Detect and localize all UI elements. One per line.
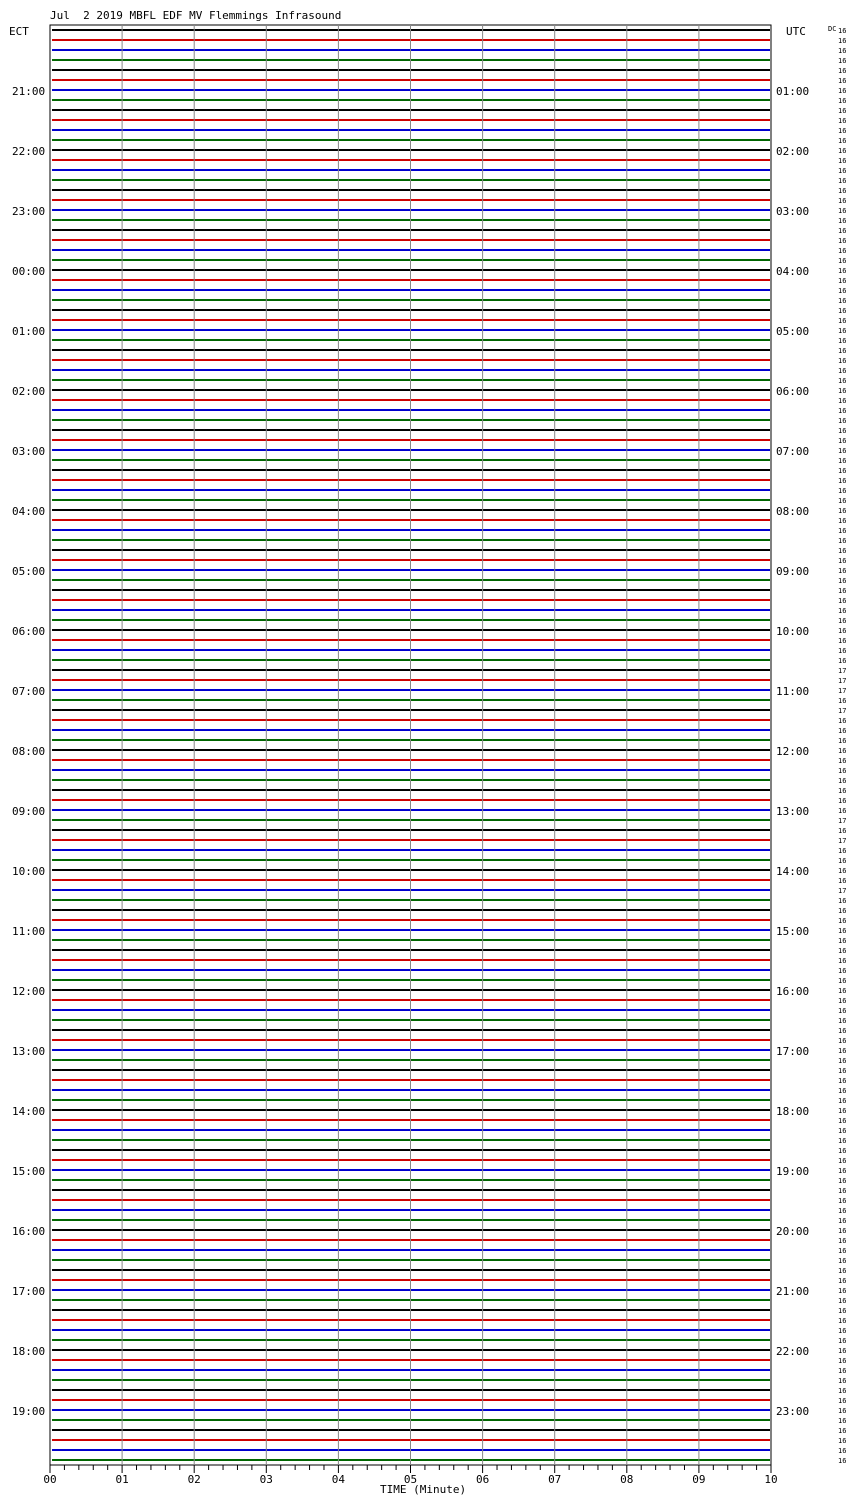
dc-offset-value: 16 <box>838 1137 847 1145</box>
dc-offset-value: 16 <box>838 1037 847 1045</box>
right-hour-label: 05:00 <box>776 325 810 338</box>
dc-offset-value: 16 <box>838 777 847 785</box>
dc-offset-value: 16 <box>838 1297 847 1305</box>
dc-offset-value: 16 <box>838 1247 847 1255</box>
dc-offset-value: 17 <box>838 817 847 825</box>
dc-offset-value: 16 <box>838 477 847 485</box>
left-hour-label: 06:00 <box>12 625 46 638</box>
dc-offset-value: 16 <box>838 1387 847 1395</box>
dc-offset-value: 16 <box>838 387 847 395</box>
x-tick-label: 06 <box>475 1473 490 1486</box>
left-hour-label: 19:00 <box>12 1405 46 1418</box>
dc-offset-value: 16 <box>838 297 847 305</box>
dc-offset-value: 16 <box>838 1317 847 1325</box>
x-tick-label: 01 <box>115 1473 129 1486</box>
dc-offset-value: 16 <box>838 897 847 905</box>
dc-offset-value: 16 <box>838 67 847 75</box>
dc-offset-value: 16 <box>838 167 847 175</box>
dc-offset-value: 16 <box>838 737 847 745</box>
dc-offset-value: 16 <box>838 267 847 275</box>
right-hour-label: 23:00 <box>776 1405 810 1418</box>
dc-offset-value: 16 <box>838 977 847 985</box>
dc-offset-value: 16 <box>838 747 847 755</box>
left-hour-label: 14:00 <box>12 1105 46 1118</box>
right-hour-label: 12:00 <box>776 745 810 758</box>
dc-offset-value: 17 <box>838 667 847 675</box>
dc-offset-value: 16 <box>838 1187 847 1195</box>
dc-offset-value: 16 <box>838 907 847 915</box>
dc-offset-value: 16 <box>838 137 847 145</box>
x-tick-label: 07 <box>548 1473 562 1486</box>
dc-offset-value: 16 <box>838 27 847 35</box>
dc-offset-value: 16 <box>838 627 847 635</box>
dc-offset-value: 16 <box>838 1207 847 1215</box>
dc-offset-value: 17 <box>838 677 847 685</box>
left-hour-label: 22:00 <box>12 145 46 158</box>
dc-offset-value: 16 <box>838 87 847 95</box>
x-tick-label: 05 <box>403 1473 418 1486</box>
right-hour-label: 18:00 <box>776 1105 810 1118</box>
dc-offset-value: 16 <box>838 647 847 655</box>
dc-offset-value: 16 <box>838 217 847 225</box>
dc-offset-value: 16 <box>838 357 847 365</box>
dc-offset-value: 16 <box>838 1227 847 1235</box>
dc-offset-value: 17 <box>838 687 847 695</box>
dc-offset-value: 17 <box>838 707 847 715</box>
dc-offset-value: 16 <box>838 527 847 535</box>
dc-offset-value: 16 <box>838 997 847 1005</box>
x-tick-label: 03 <box>259 1473 273 1486</box>
right-hour-label: 19:00 <box>776 1165 810 1178</box>
dc-offset-value: 16 <box>838 1237 847 1245</box>
right-hour-label: 03:00 <box>776 205 810 218</box>
dc-offset-value: 16 <box>838 917 847 925</box>
dc-offset-value: 16 <box>838 757 847 765</box>
dc-offset-value: 16 <box>838 607 847 615</box>
right-hour-label: 22:00 <box>776 1345 810 1358</box>
dc-offset-value: 16 <box>838 337 847 345</box>
dc-offset-value: 16 <box>838 547 847 555</box>
left-hour-label: 02:00 <box>12 385 46 398</box>
right-hour-label: 08:00 <box>776 505 810 518</box>
dc-offset-value: 16 <box>838 1257 847 1265</box>
left-hour-label: 03:00 <box>12 445 46 458</box>
dc-offset-value: 16 <box>838 1267 847 1275</box>
dc-offset-value: 16 <box>838 1327 847 1335</box>
left-hour-label: 09:00 <box>12 805 46 818</box>
dc-offset-value: 16 <box>838 37 847 45</box>
dc-offset-value: 16 <box>838 1417 847 1425</box>
dc-offset-value: 16 <box>838 197 847 205</box>
right-hour-label: 20:00 <box>776 1225 810 1238</box>
right-timezone-label: UTC <box>786 25 806 38</box>
dc-offset-value: 16 <box>838 437 847 445</box>
dc-offset-value: 16 <box>838 587 847 595</box>
dc-offset-value: 16 <box>838 247 847 255</box>
dc-offset-value: 16 <box>838 1107 847 1115</box>
right-hour-label: 09:00 <box>776 565 810 578</box>
left-hour-label: 23:00 <box>12 205 46 218</box>
dc-offset-value: 16 <box>838 617 847 625</box>
right-hour-label: 17:00 <box>776 1045 810 1058</box>
dc-offset-value: 16 <box>838 227 847 235</box>
left-timezone-label: ECT <box>9 25 29 38</box>
dc-offset-value: 16 <box>838 927 847 935</box>
dc-offset-value: 16 <box>838 1067 847 1075</box>
dc-offset-value: 16 <box>838 487 847 495</box>
dc-offset-value: 16 <box>838 1347 847 1355</box>
dc-offset-value: 16 <box>838 1197 847 1205</box>
x-axis-label: TIME (Minute) <box>380 1483 467 1496</box>
dc-offset-value: 16 <box>838 1397 847 1405</box>
left-hour-label: 15:00 <box>12 1165 46 1178</box>
dc-offset-value: 16 <box>838 1217 847 1225</box>
dc-offset-value: 16 <box>838 1047 847 1055</box>
dc-offset-value: 16 <box>838 117 847 125</box>
dc-offset-value: 16 <box>838 457 847 465</box>
x-tick-label: 02 <box>187 1473 201 1486</box>
chart-title: Jul 2 2019 MBFL EDF MV Flemmings Infrasound <box>50 9 342 22</box>
left-hour-label: 01:00 <box>12 325 46 338</box>
right-hour-label: 15:00 <box>776 925 810 938</box>
x-tick-label: 00 <box>43 1473 57 1486</box>
dc-offset-value: 16 <box>838 407 847 415</box>
dc-offset-value: 16 <box>838 1437 847 1445</box>
dc-offset-value: 16 <box>838 1377 847 1385</box>
left-hour-label: 00:00 <box>12 265 46 278</box>
dc-offset-value: 16 <box>838 1407 847 1415</box>
dc-offset-value: 16 <box>838 1367 847 1375</box>
dc-offset-value: 16 <box>838 1097 847 1105</box>
dc-offset-value: 16 <box>838 127 847 135</box>
x-tick-label: 04 <box>331 1473 346 1486</box>
dc-offset-value: 16 <box>838 417 847 425</box>
left-hour-label: 10:00 <box>12 865 46 878</box>
dc-offset-value: 16 <box>838 107 847 115</box>
dc-offset-value: 16 <box>838 537 847 545</box>
dc-offset-value: 16 <box>838 1017 847 1025</box>
dc-offset-value: 16 <box>838 567 847 575</box>
dc-offset-value: 16 <box>838 397 847 405</box>
dc-offset-value: 16 <box>838 377 847 385</box>
dc-offset-value: 16 <box>838 157 847 165</box>
dc-offset-value: 16 <box>838 987 847 995</box>
left-hour-label: 21:00 <box>12 85 46 98</box>
dc-offset-value: 16 <box>838 1127 847 1135</box>
left-hour-label: 13:00 <box>12 1045 46 1058</box>
dc-offset-value: 16 <box>838 797 847 805</box>
dc-label: DC <box>828 25 837 33</box>
dc-offset-value: 16 <box>838 1117 847 1125</box>
dc-offset-value: 16 <box>838 1087 847 1095</box>
dc-offset-value: 16 <box>838 697 847 705</box>
dc-offset-value: 16 <box>838 57 847 65</box>
right-hour-label: 11:00 <box>776 685 810 698</box>
dc-offset-value: 16 <box>838 787 847 795</box>
dc-offset-value: 16 <box>838 1447 847 1455</box>
left-hour-label: 16:00 <box>12 1225 46 1238</box>
x-tick-label: 09 <box>692 1473 706 1486</box>
dc-offset-value: 16 <box>838 1177 847 1185</box>
right-hour-label: 14:00 <box>776 865 810 878</box>
dc-offset-value: 16 <box>838 1277 847 1285</box>
dc-offset-value: 16 <box>838 767 847 775</box>
dc-offset-value: 17 <box>838 887 847 895</box>
left-hour-label: 04:00 <box>12 505 46 518</box>
dc-offset-value: 16 <box>838 517 847 525</box>
dc-offset-value: 16 <box>838 1337 847 1345</box>
dc-offset-value: 16 <box>838 827 847 835</box>
dc-offset-value: 16 <box>838 207 847 215</box>
dc-offset-value: 16 <box>838 717 847 725</box>
left-hour-label: 05:00 <box>12 565 46 578</box>
dc-offset-value: 16 <box>838 967 847 975</box>
dc-offset-value: 16 <box>838 957 847 965</box>
right-hour-label: 13:00 <box>776 805 810 818</box>
dc-offset-value: 16 <box>838 867 847 875</box>
left-hour-label: 07:00 <box>12 685 46 698</box>
right-hour-label: 10:00 <box>776 625 810 638</box>
dc-offset-value: 16 <box>838 187 847 195</box>
dc-offset-value: 16 <box>838 847 847 855</box>
dc-offset-value: 16 <box>838 1357 847 1365</box>
right-hour-label: 21:00 <box>776 1285 810 1298</box>
dc-offset-value: 17 <box>838 837 847 845</box>
right-hour-label: 06:00 <box>776 385 810 398</box>
dc-offset-value: 16 <box>838 947 847 955</box>
dc-offset-value: 16 <box>838 597 847 605</box>
dc-offset-value: 16 <box>838 937 847 945</box>
dc-offset-value: 16 <box>838 277 847 285</box>
dc-offset-value: 16 <box>838 347 847 355</box>
right-hour-label: 16:00 <box>776 985 810 998</box>
dc-offset-value: 16 <box>838 327 847 335</box>
dc-offset-value: 16 <box>838 1157 847 1165</box>
right-hour-label: 07:00 <box>776 445 810 458</box>
left-hour-label: 11:00 <box>12 925 46 938</box>
dc-offset-value: 16 <box>838 237 847 245</box>
dc-offset-value: 16 <box>838 657 847 665</box>
dc-offset-value: 16 <box>838 577 847 585</box>
dc-offset-value: 16 <box>838 1077 847 1085</box>
dc-offset-value: 16 <box>838 447 847 455</box>
left-hour-label: 17:00 <box>12 1285 46 1298</box>
dc-offset-value: 16 <box>838 1057 847 1065</box>
dc-offset-value: 16 <box>838 307 847 315</box>
dc-offset-value: 16 <box>838 637 847 645</box>
dc-offset-value: 16 <box>838 507 847 515</box>
dc-offset-value: 16 <box>838 1167 847 1175</box>
dc-offset-value: 16 <box>838 77 847 85</box>
dc-offset-value: 16 <box>838 427 847 435</box>
x-tick-label: 08 <box>620 1473 634 1486</box>
right-hour-label: 01:00 <box>776 85 810 98</box>
dc-offset-value: 16 <box>838 877 847 885</box>
x-tick-label: 10 <box>764 1473 778 1486</box>
right-hour-label: 02:00 <box>776 145 810 158</box>
dc-offset-value: 16 <box>838 97 847 105</box>
left-hour-label: 18:00 <box>12 1345 46 1358</box>
dc-offset-value: 16 <box>838 287 847 295</box>
dc-offset-value: 16 <box>838 497 847 505</box>
dc-offset-value: 16 <box>838 177 847 185</box>
dc-offset-value: 16 <box>838 727 847 735</box>
dc-offset-value: 16 <box>838 1307 847 1315</box>
left-hour-label: 08:00 <box>12 745 46 758</box>
dc-offset-value: 16 <box>838 257 847 265</box>
dc-offset-value: 16 <box>838 557 847 565</box>
dc-offset-value: 16 <box>838 317 847 325</box>
dc-offset-value: 16 <box>838 47 847 55</box>
left-hour-label: 12:00 <box>12 985 46 998</box>
dc-offset-value: 16 <box>838 467 847 475</box>
dc-offset-value: 16 <box>838 367 847 375</box>
dc-offset-value: 16 <box>838 1287 847 1295</box>
dc-offset-value: 16 <box>838 857 847 865</box>
dc-offset-value: 16 <box>838 1027 847 1035</box>
dc-offset-value: 16 <box>838 807 847 815</box>
dc-offset-value: 16 <box>838 1147 847 1155</box>
dc-offset-value: 16 <box>838 147 847 155</box>
right-hour-label: 04:00 <box>776 265 810 278</box>
dc-offset-value: 16 <box>838 1007 847 1015</box>
dc-offset-value: 16 <box>838 1457 847 1465</box>
dc-offset-value: 16 <box>838 1427 847 1435</box>
